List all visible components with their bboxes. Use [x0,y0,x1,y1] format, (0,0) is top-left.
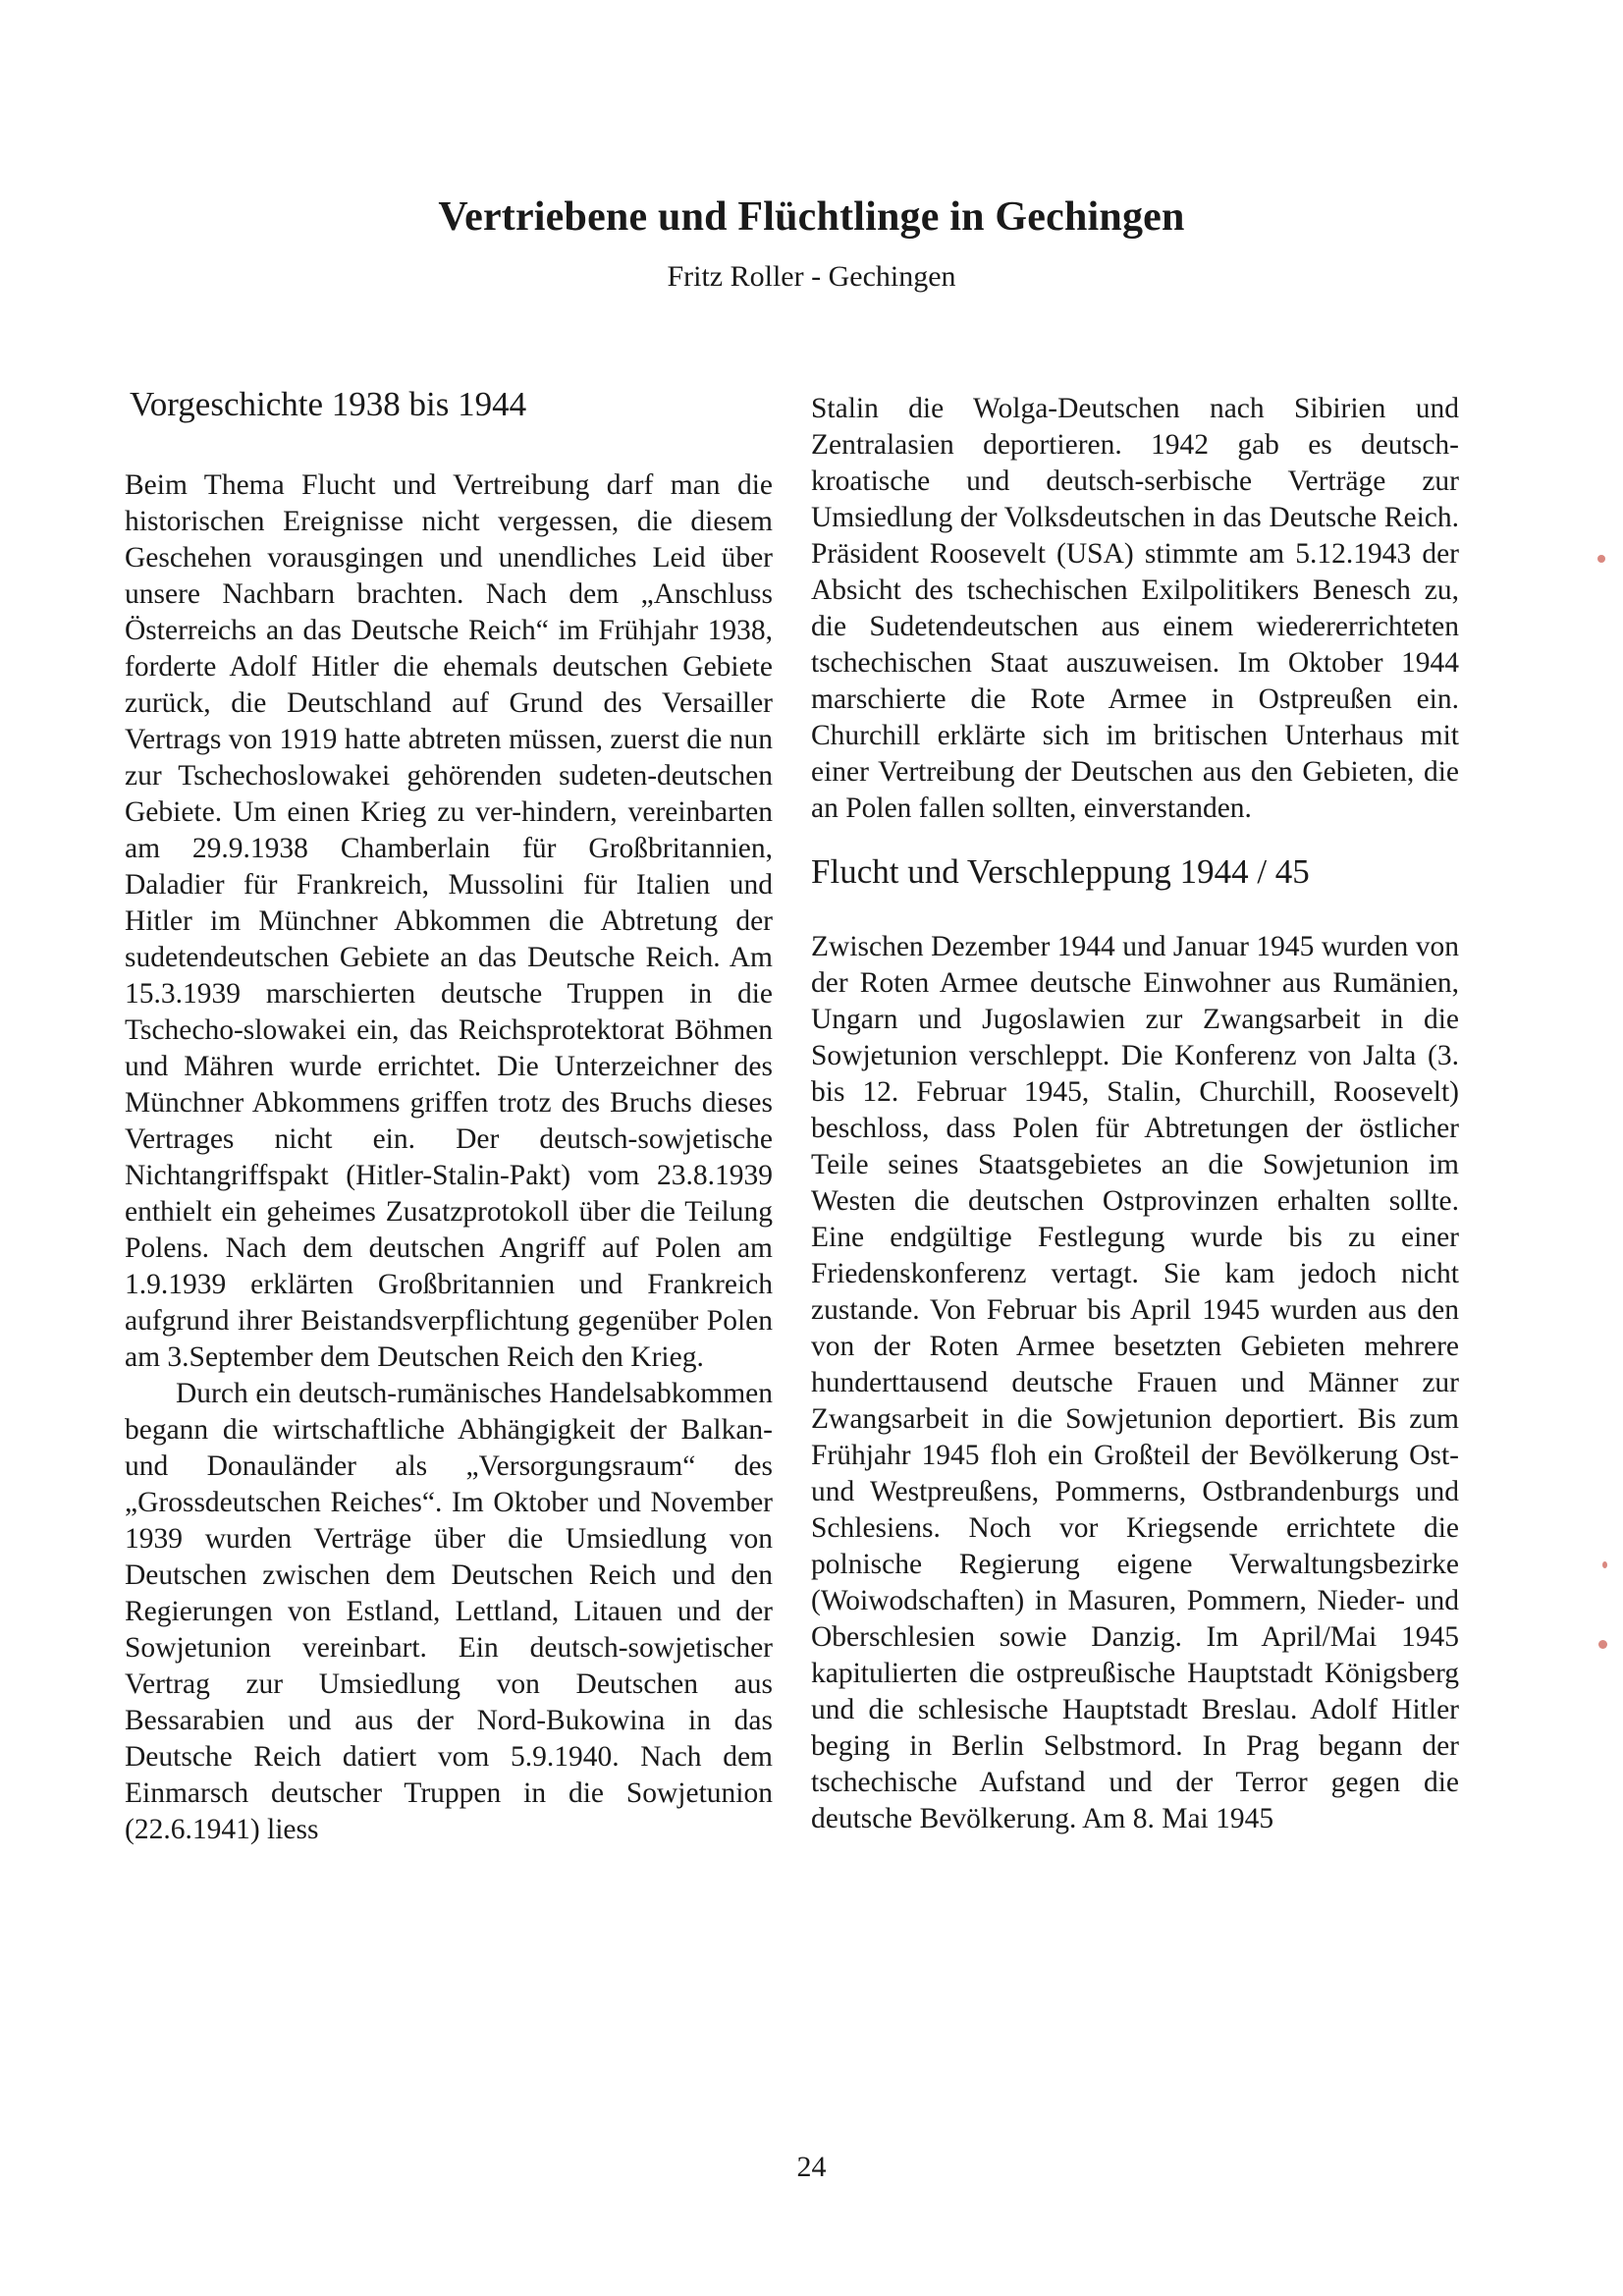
section-heading-flucht: Flucht und Verschleppung 1944 / 45 [811,852,1310,891]
paragraph-flucht: Zwischen Dezember 1944 und Januar 1945 wurden von der Roten Armee deutsche Einwohner aus Rumänien, Ungarn und Jugoslawien zur Zwangsarbeit in die Sowjetunion verschleppt. Die Konferenz von Jalta (3. bis 12. Februar 1945, Stalin, Churchill, Roosevelt) beschloss, dass Polen für Abtretungen der östlicher Teile seines Staatsgebietes an die Sowjetunion im Westen die deutschen Ostprovinzen erhalten sollte. Eine endgültige Festlegung wurde bis zu einer Friedenskonferenz vertagt. Sie kam jedoch nicht zustande. Von Februar bis April 1945 wurden aus den von der Roten Armee besetzten Gebieten mehrere hunderttausend deutsche Frauen und Männer zur Zwangsarbeit in die Sowjetunion deportiert. Bis zum Frühjahr 1945 floh ein Großteil der Bevölkerung Ost- und Westpreußens, Pommerns, Ostbrandenburgs und Schlesiens. Noch vor Kriegsende errichtete die polnische Regierung eigene Verwaltungsbezirke (Woiwodschaften) in Masuren, Pommern, Nieder- und Oberschlesien sowie Danzig. Im April/Mai 1945 kapitulierten die ostpreußische Hauptstadt Königsberg und die schlesische Hauptstadt Breslau. Adolf Hitler beging in Berlin Selbstmord. In Prag begann der tschechische Aufstand und der Terror gegen die deutsche Bevölkerung. Am 8. Mai 1945 [811,931,1459,1834]
scan-mark [1597,555,1605,563]
article-author: Fritz Roller - Gechingen [667,260,956,293]
left-column [125,383,773,1848]
right-column [811,391,1459,1837]
paragraph-continuation: Stalin die Wolga-Deutschen nach Sibirien und Zentralasien deportieren. 1942 gab es deutsch-kroatische und deutsch-serbische Verträge zur Umsiedlung der Volksdeutschen in das Deutsche Reich. Präsident Roosevelt (USA) stimmte am 5.12.1943 der Absicht des tschechischen Exilpolitikers Benesch zu, die Sudetendeutschen aus einem wiedererrichteten tschechischen Staat auszuweisen. Im Oktober 1944 marschierte die Rote Armee in Ostpreußen ein. Churchill erklärte sich im britischen Unterhaus mit einer Vertreibung der Deutschen aus den Gebieten, die an Polen fallen sollten, einverstanden. [811,393,1459,824]
page-number: 24 [796,2151,827,2183]
paragraph-vorgeschichte-2: Durch ein deutsch-rumänisches Handelsabkommen begann die wirtschaftliche Abhängigkeit der Balkan- und Donauländer als „Versorgungsraum“ des „Grossdeutschen Reiches“. Im Oktober und November 1939 wurden Verträge über die Umsiedlung von Deutschen zwischen dem Deutschen Reich und den Regierungen von Estland, Lettland, Litauen und der Sowjetunion vereinbart. Ein deutsch-sowjetischer Vertrag zur Umsiedlung von Deutschen aus Bessarabien und aus der Nord-Bukowina in das Deutsche Reich datiert vom 5.9.1940. Nach dem Einmarsch deutscher Truppen in die Sowjetunion (22.6.1941) liess [125,1378,773,1845]
paragraph-vorgeschichte-1: Beim Thema Flucht und Vertreibung darf man die historischen Ereignisse nicht vergessen, die diesem Geschehen vorausgingen und unendliches Leid über unsere Nachbarn brachten. Nach dem „Anschluss Österreichs an das Deutsche Reich“ im Frühjahr 1938, forderte Adolf Hitler die ehemals deutschen Gebiete zurück, die Deutschland auf Grund des Versailler Vertrags von 1919 hatte abtreten müssen, zuerst die nun zur Tschechoslowakei gehörenden sudeten-deutschen Gebiete. Um einen Krieg zu ver-hindern, vereinbarten am 29.9.1938 Chamberlain für Großbritannien, Daladier für Frankreich, Mussolini für Italien und Hitler im Münchner Abkommen die Abtretung der sudetendeutschen Gebiete an das Deutsche Reich. Am 15.3.1939 marschierten deutsche Truppen in die Tschecho-slowakei ein, das Reichsprotektorat Böhmen und Mähren wurde errichtet. Die Unterzeichner des Münchner Abkommens griffen trotz des Bruchs dieses Vertrages nicht ein. Der deutsch-sowjetische Nichtangriffspakt (Hitler-Stalin-Pakt) vom 23.8.1939 enthielt ein geheimes Zusatzprotokoll über die Teilung Polens. Nach dem deutschen Angriff auf Polen am 1.9.1939 erklärten Großbritannien und Frankreich aufgrund ihrer Beistandsverpflichtung gegenüber Polen am 3.September dem Deutschen Reich den Krieg. [125,469,773,1373]
scan-mark [1602,1561,1607,1568]
section-heading-vorgeschichte: Vorgeschichte 1938 bis 1944 [130,385,527,423]
article-title: Vertriebene und Flüchtlinge in Gechingen [438,194,1185,241]
scan-mark [1598,1640,1607,1649]
